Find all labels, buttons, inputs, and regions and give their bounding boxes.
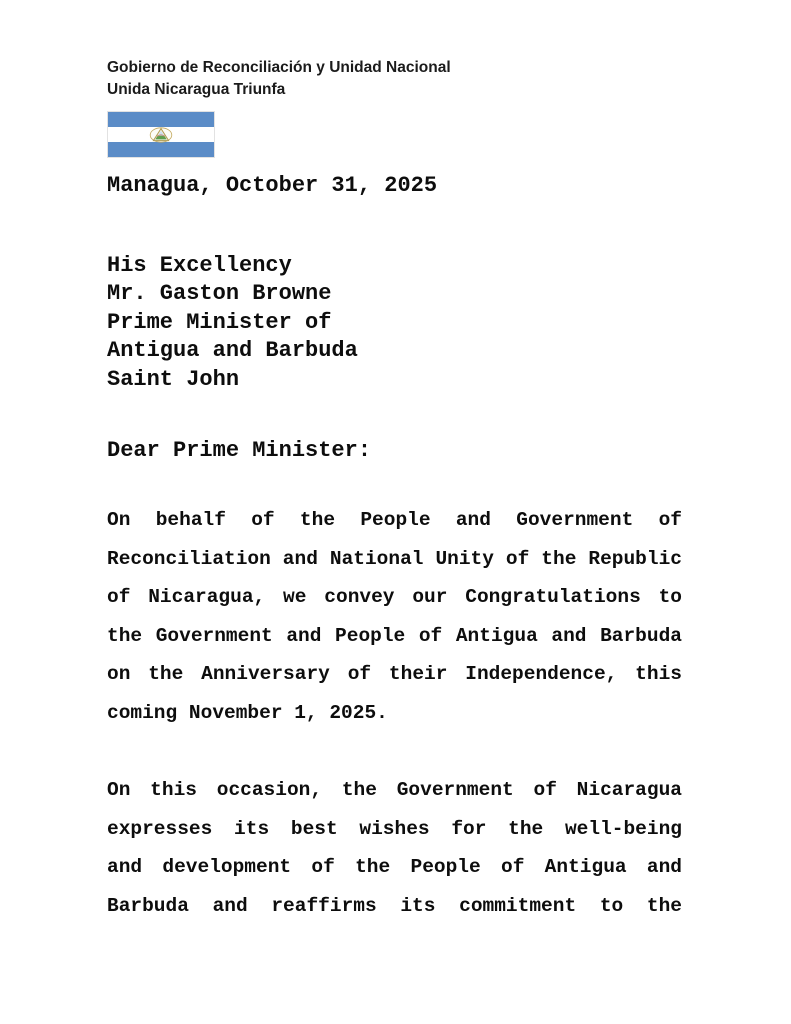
paragraph-line: Barbuda and reaffirms its commitment to the [107, 894, 682, 917]
recipient-honorific: His Excellency [107, 253, 292, 278]
paragraph-line: On behalf of the People and Government of [107, 509, 682, 531]
recipient-block [107, 252, 358, 394]
paragraph-line: Reconciliation and National Unity of the Republic [107, 547, 682, 570]
date-line: Managua, October 31, 2025 [107, 173, 438, 198]
paragraph-line: of Nicaragua, we convey our Congratulations to [107, 586, 682, 608]
recipient-country: Antigua and Barbuda [107, 338, 358, 364]
letterhead [107, 57, 451, 100]
paragraph-line: coming November 1, 2025. [107, 701, 388, 724]
paragraph-line: expresses its best wishes for the well-being [107, 817, 682, 840]
letterhead-subtitle: Unida Nicaragua Triunfa [107, 80, 286, 98]
paragraph-line: On this occasion, the Government of Nicaragua [107, 779, 682, 801]
flag-stripe-top [108, 112, 214, 127]
salutation: Dear Prime Minister: [107, 438, 372, 463]
paragraph-2 [107, 771, 682, 925]
paragraph-line: the Government and People of Antigua and Barbuda [107, 624, 682, 647]
paragraph-1 [107, 501, 682, 732]
nicaragua-flag [107, 111, 215, 158]
flag-stripe-bottom [108, 142, 214, 157]
coat-of-arms-icon [149, 126, 173, 143]
recipient-city: Saint John [107, 366, 240, 392]
recipient-title: Prime Minister of [107, 309, 332, 335]
recipient-name: Mr. Gaston Browne [107, 281, 332, 307]
paragraph-line: and development of the People of Antigua and [107, 856, 682, 878]
letterhead-title: Gobierno de Reconciliación y Unidad Nacional [107, 59, 451, 76]
paragraph-line: on the Anniversary of their Independence, this [107, 663, 682, 685]
